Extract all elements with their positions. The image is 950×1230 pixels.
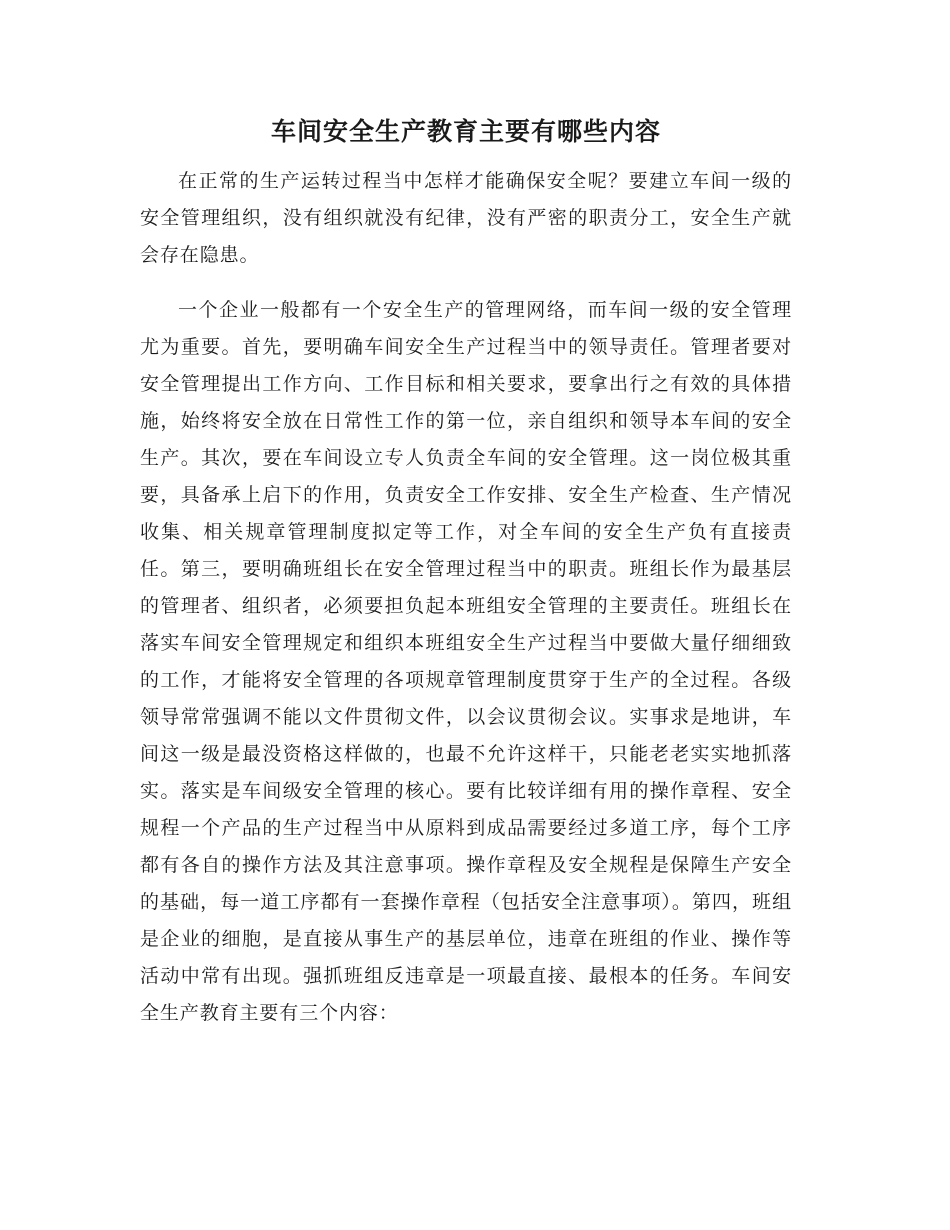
paragraph-intro: 在正常的生产运转过程当中怎样才能确保安全呢？要建立车间一级的安全管理组织，没有组织就没有纪律，没有严密的职责分工，安全生产就会存在隐患。 xyxy=(140,170,792,266)
paragraph-main: 一个企业一般都有一个安全生产的管理网络，而车间一级的安全管理尤为重要。首先，要明确车间安全生产过程当中的领导责任。管理者要对安全管理提出工作方向、工作目标和相关要求，要拿出行之有效的具体措施，始终将安全放在日常性工作的第一位，亲自组织和领导本车间的安全生产。其次，要在车间设立专人负责全车间的安全管理。这一岗位极其重要，具备承上启下的作用，负责安全工作安排、安全生产检查、生产情况收集、相关规章管理制度拟定等工作，对全车间的安全生产负有直接责任。第三，要明确班组长在安全管理过程当中的职责。班组长作为最基层的管理者、组织者，必须要担负起本班组安全管理的主要责任。班组长在落实车间安全管理规定和组织本班组安全生产过程当中要做大量仔细细致的工作，才能将安全管理的各项规章管理制度贯穿于生产的全过程。各级领导常常强调不能以文件贯彻文件，以会议贯彻会议。实事求是地讲，车间这一级是最没资格这样做的，也最不允许这样干，只能老老实实地抓落实。落实是车间级安全管理的核心。要有比较详细有用的操作章程、安全规程一个产品的生产过程当中从原料到成品需要经过多道工序，每个工序都有各自的操作方法及其注意事项。操作章程及安全规程是保障生产安全的基础，每一道工序都有一套操作章程（包括安全注意事项）。第四，班组是企业的细胞，是直接从事生产的基层单位，违章在班组的作业、操作等活动中常有出现。强抓班组反违章是一项最直接、最根本的任务。车间安全生产教育主要有三个内容： xyxy=(140,299,792,1024)
document-title: 车间安全生产教育主要有哪些内容 xyxy=(270,117,661,146)
document-body xyxy=(140,163,792,1032)
